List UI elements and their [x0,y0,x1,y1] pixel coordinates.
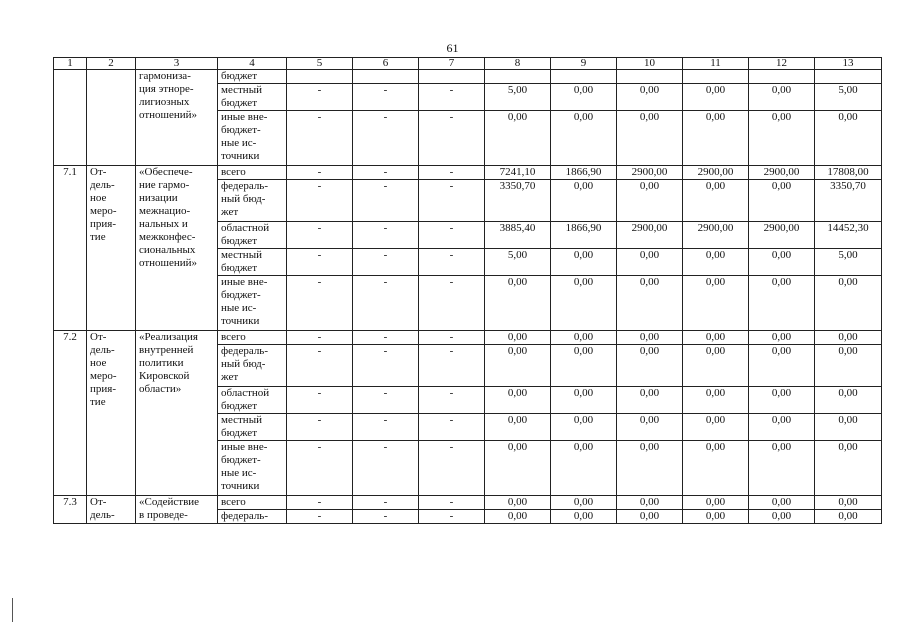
measure-name: гармониза- ция этноре- лигиозных отношений» [136,70,218,166]
funding-source: всего [218,496,287,510]
amount-cell: 0,00 [749,331,815,345]
funding-source: областной бюджет [218,222,287,249]
amount-cell: - [419,166,485,180]
amount-cell: 0,00 [551,180,617,222]
amount-cell: 5,00 [485,249,551,276]
amount-cell: - [419,222,485,249]
table-row [54,331,882,345]
amount-cell: 0,00 [749,345,815,387]
funding-source: местный бюджет [218,249,287,276]
amount-cell: 0,00 [617,331,683,345]
amount-cell [353,70,419,84]
row-number: 7.1 [54,166,87,331]
amount-cell: 1866,90 [551,166,617,180]
amount-cell: 0,00 [749,387,815,414]
amount-cell: - [287,387,353,414]
amount-cell: - [419,249,485,276]
amount-cell: - [419,331,485,345]
funding-source: иные вне- бюджет- ные ис- точники [218,276,287,331]
amount-cell: 0,00 [551,387,617,414]
amount-cell: 0,00 [617,441,683,496]
amount-cell: 0,00 [683,414,749,441]
funding-source: иные вне- бюджет- ные ис- точники [218,441,287,496]
amount-cell: 2900,00 [617,222,683,249]
amount-cell: - [353,249,419,276]
amount-cell: 7241,10 [485,166,551,180]
amount-cell: 0,00 [551,84,617,111]
amount-cell: 0,00 [485,276,551,331]
amount-cell [683,70,749,84]
amount-cell: 0,00 [815,510,882,524]
amount-cell [287,70,353,84]
amount-cell: 14452,30 [815,222,882,249]
amount-cell: 0,00 [749,276,815,331]
amount-cell: - [419,111,485,166]
amount-cell: 0,00 [485,496,551,510]
amount-cell: - [419,345,485,387]
amount-cell: 0,00 [683,441,749,496]
amount-cell: - [419,441,485,496]
amount-cell: 0,00 [815,387,882,414]
amount-cell: 0,00 [617,496,683,510]
amount-cell: 0,00 [551,414,617,441]
measure-name: «Содействие в проведе- [136,496,218,524]
amount-cell: 0,00 [617,345,683,387]
measure-type: От- дель- [87,496,136,524]
amount-cell: 0,00 [815,345,882,387]
funding-source: иные вне- бюджет- ные ис- точники [218,111,287,166]
amount-cell: 5,00 [815,84,882,111]
amount-cell: 0,00 [683,510,749,524]
amount-cell: 0,00 [815,441,882,496]
column-header: 2 [87,58,136,70]
column-header: 11 [683,58,749,70]
amount-cell: 0,00 [617,111,683,166]
funding-source: местный бюджет [218,84,287,111]
funding-source: федераль- [218,510,287,524]
amount-cell: 0,00 [485,510,551,524]
amount-cell [485,70,551,84]
budget-table [53,57,882,524]
amount-cell: 3885,40 [485,222,551,249]
table-row [54,70,882,84]
column-header: 7 [419,58,485,70]
measure-type: От- дель- ное меро- прия- тие [87,331,136,496]
amount-cell [419,70,485,84]
amount-cell: - [419,180,485,222]
amount-cell: - [353,510,419,524]
amount-cell: 0,00 [815,276,882,331]
amount-cell: 3350,70 [815,180,882,222]
amount-cell: 0,00 [551,111,617,166]
amount-cell: 0,00 [749,111,815,166]
amount-cell: - [353,276,419,331]
margin-mark [12,598,13,622]
amount-cell: 0,00 [683,387,749,414]
amount-cell: 2900,00 [683,166,749,180]
amount-cell: - [353,84,419,111]
funding-source: федераль- ный бюд- жет [218,345,287,387]
amount-cell: 17808,00 [815,166,882,180]
amount-cell [749,70,815,84]
amount-cell: 0,00 [683,276,749,331]
amount-cell [815,70,882,84]
amount-cell: - [419,510,485,524]
amount-cell: 0,00 [683,249,749,276]
table-row [54,496,882,510]
amount-cell: 0,00 [749,249,815,276]
amount-cell: 0,00 [815,331,882,345]
amount-cell: - [353,111,419,166]
amount-cell: - [287,222,353,249]
column-header: 10 [617,58,683,70]
amount-cell: - [353,387,419,414]
amount-cell: 0,00 [551,276,617,331]
amount-cell: - [419,496,485,510]
amount-cell: 0,00 [683,111,749,166]
amount-cell: 2900,00 [749,166,815,180]
amount-cell: 0,00 [485,387,551,414]
amount-cell: 0,00 [617,276,683,331]
amount-cell: - [353,496,419,510]
amount-cell: 0,00 [551,496,617,510]
amount-cell: 0,00 [485,111,551,166]
measure-name: «Реализация внутренней политики Кировской области» [136,331,218,496]
amount-cell: 0,00 [683,345,749,387]
measure-type [87,70,136,166]
amount-cell: 0,00 [815,414,882,441]
amount-cell: - [287,496,353,510]
table-row [54,166,882,180]
amount-cell: 0,00 [551,510,617,524]
column-header: 4 [218,58,287,70]
amount-cell [551,70,617,84]
column-header: 9 [551,58,617,70]
amount-cell: 3350,70 [485,180,551,222]
amount-cell: - [419,414,485,441]
amount-cell: - [287,345,353,387]
amount-cell: 1866,90 [551,222,617,249]
column-header: 13 [815,58,882,70]
amount-cell: - [419,387,485,414]
amount-cell: 2900,00 [617,166,683,180]
header-row [54,58,882,70]
amount-cell: 0,00 [617,249,683,276]
amount-cell: 0,00 [617,180,683,222]
amount-cell: - [353,441,419,496]
column-header: 5 [287,58,353,70]
amount-cell: - [353,414,419,441]
amount-cell: 0,00 [749,510,815,524]
column-header: 8 [485,58,551,70]
row-number: 7.3 [54,496,87,524]
amount-cell: 0,00 [485,331,551,345]
amount-cell: 2900,00 [683,222,749,249]
amount-cell: - [353,331,419,345]
amount-cell: 0,00 [485,345,551,387]
funding-source: всего [218,331,287,345]
amount-cell: 0,00 [617,387,683,414]
amount-cell: - [287,84,353,111]
amount-cell: 0,00 [749,414,815,441]
amount-cell: - [287,166,353,180]
amount-cell: 0,00 [485,414,551,441]
amount-cell: - [353,166,419,180]
amount-cell: 0,00 [683,496,749,510]
row-number [54,70,87,166]
amount-cell: 0,00 [485,441,551,496]
amount-cell: - [287,414,353,441]
funding-source: федераль- ный бюд- жет [218,180,287,222]
amount-cell: - [419,276,485,331]
amount-cell: 0,00 [683,331,749,345]
amount-cell: - [353,180,419,222]
amount-cell: - [287,276,353,331]
amount-cell: - [287,249,353,276]
amount-cell: 0,00 [683,180,749,222]
amount-cell: 0,00 [617,414,683,441]
funding-source: областной бюджет [218,387,287,414]
amount-cell: - [419,84,485,111]
table-body [54,58,882,524]
funding-source: бюджет [218,70,287,84]
amount-cell: - [353,345,419,387]
amount-cell: 0,00 [815,496,882,510]
amount-cell: - [287,510,353,524]
amount-cell: 0,00 [551,249,617,276]
amount-cell: 0,00 [815,111,882,166]
column-header: 1 [54,58,87,70]
amount-cell: - [287,331,353,345]
amount-cell: 0,00 [551,441,617,496]
amount-cell: 5,00 [815,249,882,276]
amount-cell: 0,00 [617,84,683,111]
amount-cell: 0,00 [551,345,617,387]
amount-cell: - [287,111,353,166]
amount-cell: 0,00 [749,84,815,111]
amount-cell: 2900,00 [749,222,815,249]
page-number: 61 [446,41,459,55]
column-header: 6 [353,58,419,70]
funding-source: местный бюджет [218,414,287,441]
amount-cell: 0,00 [749,496,815,510]
row-number: 7.2 [54,331,87,496]
amount-cell [617,70,683,84]
amount-cell: - [287,180,353,222]
amount-cell: 0,00 [749,180,815,222]
amount-cell: - [353,222,419,249]
measure-name: «Обеспече- ние гармо- низации межнацио- нальных и межконфес- сиональных отношений» [136,166,218,331]
amount-cell: 5,00 [485,84,551,111]
column-header: 3 [136,58,218,70]
amount-cell: 0,00 [551,331,617,345]
measure-type: От- дель- ное меро- прия- тие [87,166,136,331]
funding-source: всего [218,166,287,180]
amount-cell: 0,00 [683,84,749,111]
amount-cell: 0,00 [749,441,815,496]
column-header: 12 [749,58,815,70]
amount-cell: 0,00 [617,510,683,524]
amount-cell: - [287,441,353,496]
